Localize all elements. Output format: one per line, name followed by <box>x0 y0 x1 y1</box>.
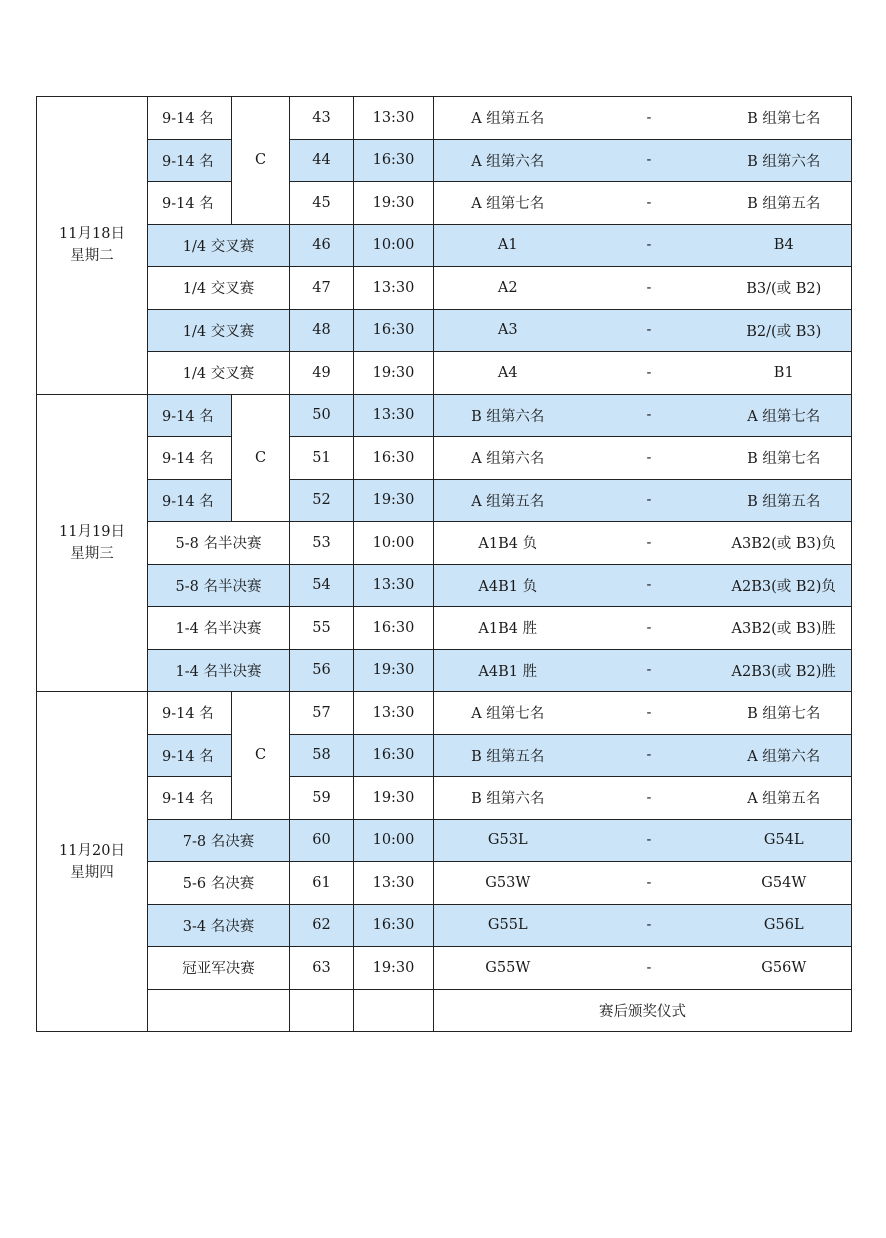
match-time-cell: 10:00 <box>354 819 434 862</box>
date-cell <box>37 97 148 395</box>
stage-cell: 1-4 名半决赛 <box>148 649 290 692</box>
versus-dash: - <box>582 224 717 267</box>
match-number-cell: 54 <box>290 564 354 607</box>
ceremony-row <box>37 989 852 1032</box>
versus-dash: - <box>582 352 717 395</box>
team-b-cell: A 组第六名 <box>717 734 852 777</box>
team-a-cell: A4B1 胜 <box>434 649 582 692</box>
team-a-cell: A 组第六名 <box>434 437 582 480</box>
match-number-cell: 53 <box>290 522 354 565</box>
team-b-cell: G54L <box>717 819 852 862</box>
match-row <box>37 352 852 395</box>
match-time-cell: 13:30 <box>354 692 434 735</box>
versus-dash: - <box>582 479 717 522</box>
match-weekday: 星期三 <box>70 545 114 562</box>
match-row <box>37 522 852 565</box>
match-row <box>37 139 852 182</box>
stage-cell: 1-4 名半决赛 <box>148 607 290 650</box>
team-b-cell: A 组第五名 <box>717 777 852 820</box>
match-row <box>37 862 852 905</box>
group-label-cell: C <box>232 97 290 225</box>
date-cell <box>37 692 148 1032</box>
match-row <box>37 224 852 267</box>
match-number-cell: 50 <box>290 394 354 437</box>
match-time-cell: 16:30 <box>354 309 434 352</box>
empty-number-cell <box>290 989 354 1032</box>
match-number-cell: 57 <box>290 692 354 735</box>
team-b-cell: B2/(或 B3) <box>717 309 852 352</box>
match-weekday: 星期二 <box>70 248 114 265</box>
match-time-cell: 19:30 <box>354 649 434 692</box>
match-number-cell: 62 <box>290 904 354 947</box>
versus-dash: - <box>582 522 717 565</box>
team-a-cell: A4 <box>434 352 582 395</box>
versus-dash: - <box>582 734 717 777</box>
team-a-cell: B 组第六名 <box>434 394 582 437</box>
versus-dash: - <box>582 607 717 650</box>
match-time-cell: 19:30 <box>354 947 434 990</box>
versus-dash: - <box>582 947 717 990</box>
match-row <box>37 267 852 310</box>
match-time-cell: 16:30 <box>354 139 434 182</box>
team-b-cell: B4 <box>717 224 852 267</box>
match-number-cell: 56 <box>290 649 354 692</box>
stage-cell: 9-14 名 <box>148 692 232 735</box>
stage-cell: 9-14 名 <box>148 479 232 522</box>
match-number-cell: 55 <box>290 607 354 650</box>
versus-dash: - <box>582 309 717 352</box>
match-row <box>37 777 852 820</box>
empty-time-cell <box>354 989 434 1032</box>
versus-dash: - <box>582 182 717 225</box>
match-schedule-table <box>36 96 852 1032</box>
versus-dash: - <box>582 904 717 947</box>
stage-cell: 9-14 名 <box>148 97 232 140</box>
team-a-cell: A 组第五名 <box>434 479 582 522</box>
team-a-cell: B 组第六名 <box>434 777 582 820</box>
date-cell <box>37 394 148 692</box>
versus-dash: - <box>582 394 717 437</box>
team-a-cell: A 组第五名 <box>434 97 582 140</box>
match-time-cell: 13:30 <box>354 267 434 310</box>
match-weekday: 星期四 <box>70 864 114 881</box>
stage-cell: 1/4 交叉赛 <box>148 267 290 310</box>
stage-cell: 1/4 交叉赛 <box>148 309 290 352</box>
match-number-cell: 63 <box>290 947 354 990</box>
empty-stage-cell <box>148 989 290 1032</box>
match-number-cell: 59 <box>290 777 354 820</box>
stage-cell: 9-14 名 <box>148 777 232 820</box>
stage-cell: 1/4 交叉赛 <box>148 224 290 267</box>
match-time-cell: 13:30 <box>354 97 434 140</box>
match-time-cell: 13:30 <box>354 394 434 437</box>
team-a-cell: G55L <box>434 904 582 947</box>
versus-dash: - <box>582 564 717 607</box>
match-time-cell: 19:30 <box>354 479 434 522</box>
match-number-cell: 45 <box>290 182 354 225</box>
team-b-cell: G54W <box>717 862 852 905</box>
versus-dash: - <box>582 267 717 310</box>
versus-dash: - <box>582 692 717 735</box>
match-row <box>37 819 852 862</box>
team-b-cell: B 组第五名 <box>717 182 852 225</box>
match-row <box>37 394 852 437</box>
match-row <box>37 309 852 352</box>
match-row <box>37 437 852 480</box>
team-b-cell: B1 <box>717 352 852 395</box>
team-a-cell: A 组第七名 <box>434 692 582 735</box>
versus-dash: - <box>582 139 717 182</box>
stage-cell: 1/4 交叉赛 <box>148 352 290 395</box>
team-b-cell: A2B3(或 B2)负 <box>717 564 852 607</box>
versus-dash: - <box>582 819 717 862</box>
team-a-cell: A 组第七名 <box>434 182 582 225</box>
award-ceremony-cell: 赛后颁奖仪式 <box>434 989 852 1032</box>
match-row <box>37 947 852 990</box>
team-b-cell: B3/(或 B2) <box>717 267 852 310</box>
match-time-cell: 13:30 <box>354 564 434 607</box>
match-date: 11月19日 <box>59 523 125 540</box>
match-number-cell: 47 <box>290 267 354 310</box>
team-b-cell: A2B3(或 B2)胜 <box>717 649 852 692</box>
team-a-cell: A1B4 胜 <box>434 607 582 650</box>
match-number-cell: 52 <box>290 479 354 522</box>
group-label-cell: C <box>232 692 290 820</box>
match-date: 11月20日 <box>59 842 125 859</box>
group-label-cell: C <box>232 394 290 522</box>
match-time-cell: 10:00 <box>354 522 434 565</box>
match-row <box>37 649 852 692</box>
match-time-cell: 10:00 <box>354 224 434 267</box>
match-time-cell: 13:30 <box>354 862 434 905</box>
team-a-cell: A1B4 负 <box>434 522 582 565</box>
match-number-cell: 44 <box>290 139 354 182</box>
stage-cell: 7-8 名决赛 <box>148 819 290 862</box>
match-number-cell: 58 <box>290 734 354 777</box>
match-time-cell: 19:30 <box>354 182 434 225</box>
team-a-cell: A4B1 负 <box>434 564 582 607</box>
schedule-body <box>37 97 852 1032</box>
match-row <box>37 97 852 140</box>
team-a-cell: G53L <box>434 819 582 862</box>
versus-dash: - <box>582 97 717 140</box>
team-b-cell: A3B2(或 B3)胜 <box>717 607 852 650</box>
versus-dash: - <box>582 862 717 905</box>
team-b-cell: B 组第六名 <box>717 139 852 182</box>
team-b-cell: G56W <box>717 947 852 990</box>
team-b-cell: G56L <box>717 904 852 947</box>
match-time-cell: 16:30 <box>354 734 434 777</box>
match-number-cell: 46 <box>290 224 354 267</box>
stage-cell: 5-8 名半决赛 <box>148 564 290 607</box>
stage-cell: 9-14 名 <box>148 182 232 225</box>
match-time-cell: 16:30 <box>354 607 434 650</box>
team-b-cell: A 组第七名 <box>717 394 852 437</box>
match-row <box>37 182 852 225</box>
match-row <box>37 564 852 607</box>
team-b-cell: B 组第七名 <box>717 437 852 480</box>
team-b-cell: B 组第七名 <box>717 97 852 140</box>
versus-dash: - <box>582 437 717 480</box>
stage-cell: 9-14 名 <box>148 437 232 480</box>
team-a-cell: A2 <box>434 267 582 310</box>
match-row <box>37 692 852 735</box>
team-b-cell: B 组第五名 <box>717 479 852 522</box>
versus-dash: - <box>582 777 717 820</box>
match-number-cell: 51 <box>290 437 354 480</box>
stage-cell: 3-4 名决赛 <box>148 904 290 947</box>
stage-cell: 9-14 名 <box>148 734 232 777</box>
match-row <box>37 479 852 522</box>
versus-dash: - <box>582 649 717 692</box>
match-number-cell: 43 <box>290 97 354 140</box>
match-number-cell: 61 <box>290 862 354 905</box>
team-a-cell: G55W <box>434 947 582 990</box>
match-row <box>37 607 852 650</box>
stage-cell: 5-8 名半决赛 <box>148 522 290 565</box>
match-number-cell: 48 <box>290 309 354 352</box>
team-a-cell: A3 <box>434 309 582 352</box>
stage-cell: 冠亚军决赛 <box>148 947 290 990</box>
match-time-cell: 19:30 <box>354 777 434 820</box>
match-time-cell: 16:30 <box>354 437 434 480</box>
match-row <box>37 904 852 947</box>
match-number-cell: 60 <box>290 819 354 862</box>
team-a-cell: G53W <box>434 862 582 905</box>
match-date: 11月18日 <box>59 226 125 243</box>
team-a-cell: A 组第六名 <box>434 139 582 182</box>
team-a-cell: A1 <box>434 224 582 267</box>
team-b-cell: B 组第七名 <box>717 692 852 735</box>
stage-cell: 9-14 名 <box>148 394 232 437</box>
match-time-cell: 19:30 <box>354 352 434 395</box>
match-number-cell: 49 <box>290 352 354 395</box>
match-time-cell: 16:30 <box>354 904 434 947</box>
match-row <box>37 734 852 777</box>
stage-cell: 9-14 名 <box>148 139 232 182</box>
stage-cell: 5-6 名决赛 <box>148 862 290 905</box>
team-a-cell: B 组第五名 <box>434 734 582 777</box>
team-b-cell: A3B2(或 B3)负 <box>717 522 852 565</box>
